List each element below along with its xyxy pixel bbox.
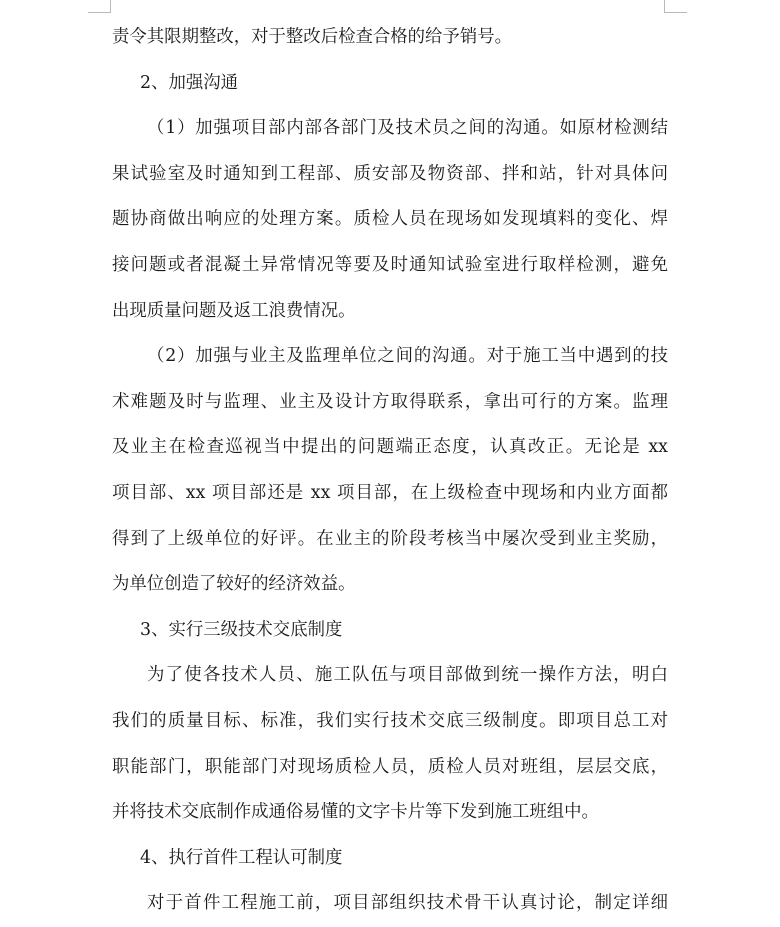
paragraph-line: 对于首件工程施工前，项目部组织技术骨干认真讨论，制定详细 — [147, 893, 668, 914]
document-body — [112, 15, 668, 927]
crop-mark-right — [664, 0, 687, 13]
paragraph-line: 题协商做出响应的处理方案。质检人员在现场如发现填料的变化、焊 — [112, 209, 668, 230]
paragraph-line: 术难题及时与监理、业主及设计方取得联系，拿出可行的方案。监理 — [112, 391, 668, 412]
paragraph-line: 出现质量问题及返工浪费情况。 — [112, 300, 356, 321]
section-heading: 4、执行首件工程认可制度 — [140, 847, 343, 868]
paragraph-line: 我们的质量目标、标准，我们实行技术交底三级制度。即项目总工对 — [112, 710, 668, 731]
paragraph-line: 并将技术交底制作成通俗易懂的文字卡片等下发到施工班组中。 — [112, 802, 599, 823]
crop-mark-left — [88, 0, 111, 13]
paragraph-line: 接问题或者混凝土异常情况等要及时通知试验室进行取样检测，避免 — [112, 254, 668, 275]
paragraph-line: 职能部门，职能部门对现场质检人员，质检人员对班组，层层交底， — [112, 756, 668, 777]
paragraph-line: 果试验室及时通知到工程部、质安部及物资部、拌和站，针对具体问 — [112, 163, 668, 184]
section-heading: 2、加强沟通 — [140, 72, 239, 93]
paragraph-line: 项目部、xx 项目部还是 xx 项目部，在上级检查中现场和内业方面都 — [112, 482, 668, 503]
paragraph-line: （2）加强与业主及监理单位之间的沟通。对于施工当中遇到的技 — [147, 346, 668, 367]
paragraph-line: （1）加强项目部内部各部门及技术员之间的沟通。如原材检测结 — [147, 118, 668, 139]
paragraph-line: 为单位创造了较好的经济效益。 — [112, 574, 356, 595]
paragraph-line: 为了使各技术人员、施工队伍与项目部做到统一操作方法，明白 — [147, 665, 668, 686]
paragraph-line: 责令其限期整改，对于整改后检查合格的给予销号。 — [112, 27, 512, 47]
section-heading: 3、实行三级技术交底制度 — [140, 619, 343, 640]
paragraph-line: 及业主在检查巡视当中提出的问题端正态度，认真改正。无论是 xx — [112, 437, 668, 458]
paragraph-line: 得到了上级单位的好评。在业主的阶段考核当中屡次受到业主奖励， — [112, 528, 668, 549]
